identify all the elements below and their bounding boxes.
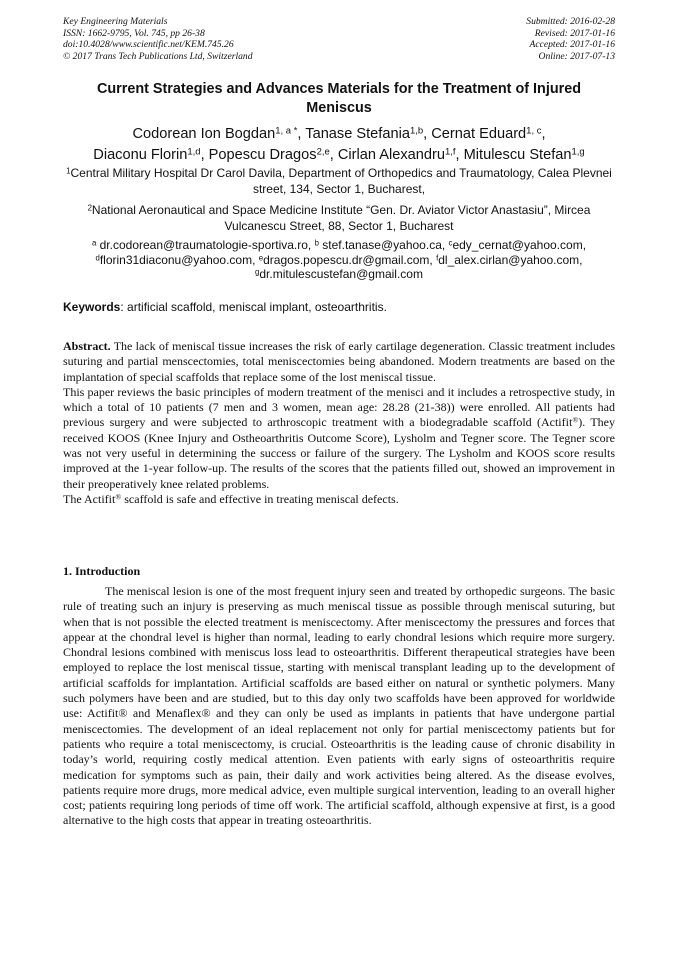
date-accepted: Accepted: 2017-01-16 <box>529 39 615 50</box>
author-emails: $^a$ dr.codorean@traumatologie-sportiva.ro, $^b$ stef.tanase@yahoo.ca, $^c$edy_cernat@yahoo.com, $^d$florin31diaconu@yahoo.com, $^e$dragos.popescu.dr@gmail.com, $^f$dl_alex.cirlan@yahoo.com, $^g$dr.mitulescustefan@gmail.com <box>91 238 587 282</box>
author-affiliation-mark: 1,d <box>187 146 201 158</box>
email-address: florin31diaconu@yahoo.com, <box>99 252 259 267</box>
email-address: edy_cernat@yahoo.com, <box>452 238 587 252</box>
journal-name: Key Engineering Materials <box>63 16 168 27</box>
author-affiliation-mark: 1,b <box>409 125 424 137</box>
author-affiliation-mark: 2,e <box>316 146 330 158</box>
author-name: Codorean Ion Bogdan <box>132 126 276 142</box>
author-name: Mitulescu Stefan <box>463 146 572 163</box>
keywords <box>63 300 615 315</box>
email-address: dr.codorean@traumatologie-sportiva.ro, <box>96 238 315 252</box>
author-affiliation-mark: 1,f <box>444 146 456 158</box>
author-affiliation-mark: 1, a * <box>275 125 298 137</box>
journal-copyright: © 2017 Trans Tech Publications Ltd, Switzerland <box>63 50 253 62</box>
email-address: stef.tanase@yahoo.ca, <box>318 238 449 252</box>
abstract-paragraph: This paper reviews the basic principles of modern treatment of the menisci and it includes a retrospective study, in which a total of 10 patients (7 men and 3 women, mean age: 28.28 (21-38)) were enrolled. All patients had previous surgery and were subjected to arthroscopic treatment with a biodegradable scaffold (Actifit®). They received KOOS (Knee Injury and Ostheoarthritis Outcome Score), Lysholm and Tegner score. The Tegner score was not very useful in determining the success or failure of the surgery. The Lysholm and KOOS score results improved at the 1-year follow-up. The results of the scores that the patients filled out, showed an improvement in their preoperatively knee related problems. <box>63 384 616 491</box>
date-online: Online: 2017-07-13 <box>538 50 615 62</box>
affiliation-2: $^2$National Aeronautical and Space Medicine Institute “Gen. Dr. Aviator Victor Anastasiu”, Mircea Vulcanescu Street, 88, Sector 1, Bucharest <box>87 203 591 233</box>
author-list: Codorean Ion Bogdan$^{1, a *}$, Tanase Stefania$^{1,b}$, Cernat Eduard$^{1, c}$, Diaconu Florin$^{1,d}$, Popescu Dragos$^{2,e}$, Cirlan Alexandru$^{1,f}$, Mitulescu Stefan$^{1,g}$ <box>93 125 585 163</box>
email-address: dl_alex.cirlan@yahoo.com, <box>438 252 583 267</box>
abstract <box>63 339 615 507</box>
keywords-label: Keywords <box>63 300 121 314</box>
author-name: Popescu Dragos <box>208 146 317 163</box>
publication-dates <box>526 16 615 62</box>
author-name: Tanase Stefania <box>305 126 410 142</box>
journal-doi: doi:10.4028/www.scientific.net/KEM.745.26 <box>63 39 234 50</box>
date-submitted: Submitted: 2016-02-28 <box>526 16 615 27</box>
paper-title: Current Strategies and Advances Materials for the Treatment of Injured Meniscus <box>96 81 582 116</box>
keywords-text: : artificial scaffold, meniscal implant, osteoarthritis. <box>120 300 387 314</box>
journal-issn: ISSN: 1662-9795, Vol. 745, pp 26-38 <box>63 27 205 39</box>
abstract-label: Abstract. <box>63 339 111 353</box>
author-name: Cirlan Alexandru <box>337 146 445 163</box>
introduction-paragraph: The meniscal lesion is one of the most frequent injury seen and treated by orthopedic surgeons. The basic rule of treating such an injury is preserving as much meniscal tissue as possible through meniscal suturing, but when that is not possible the elected treatment is meniscectomy. After meniscectomy the pressures and forces that appear at the chondral level is higher than normal, leading to early chondral lesions which require more surgery. Chondral lesions combined with meniscus loss lead to osteoarthritis. Different therapeutical strategies have been employed to replace the lost meniscal tissue, starting with meniscal transplant leading up to the development of artificial scaffolds for implantation. Artificial scaffolds are based either on natural or synthetic polymers. Many such polymers have been and are studied, but to this day only two scaffolds have been approved for worldwide use: Actifit® and Menaflex® and they can only be used as implants in patients that have undergone partial meniscectomies. The development of an ideal replacement not only for partial meniscectomy patients but for patients who require a total meniscectomy, is crucial. Osteoarthritis is the leading cause of chronic disability in today’s world, requiring costly medical attention. Even patients with early signs of osteoarthritis require medication for symptoms such as pain, their daily and work activities being altered. As the disease evolves, patients require more drugs, more medical advice, even multiple surgical intervention, leading to an overall higher cost; patients requiring long periods of time off work. The artificial scaffold, although expensive at first, is a good alternative to the high costs that appear in treating osteoarthritis. <box>63 584 615 828</box>
email-address: dragos.popescu.dr@gmail.com, <box>263 252 437 267</box>
abstract-paragraph: Abstract. The lack of meniscal tissue increases the risk of early cartilage degeneration. Classic treatment includes suturing and partial menscectomies, total meniscectomies being abandoned. Modern treatments are based on the implantation of special scaffolds that replace some of the lost meniscal tissue. <box>63 339 615 384</box>
affiliation-1: $^1$Central Military Hospital Dr Carol Davila, Department of Orthopedics and Traumatology, Calea Plevnei street, 134, Sector 1, Bucharest, <box>66 166 612 196</box>
date-revised: Revised: 2017-01-16 <box>534 27 615 39</box>
author-name: Diaconu Florin <box>93 146 188 163</box>
email-address: dr.mitulescustefan@gmail.com <box>259 267 423 282</box>
author-affiliation-mark: 1, c <box>526 125 542 137</box>
abstract-paragraph: The Actifit® scaffold is safe and effective in treating meniscal defects. <box>63 491 399 506</box>
section-heading-introduction: 1. Introduction <box>63 564 141 578</box>
author-affiliation-mark: 1,g <box>571 146 585 158</box>
journal-info <box>63 16 253 62</box>
introduction-body <box>63 584 615 829</box>
author-name: Cernat Eduard <box>431 126 527 142</box>
